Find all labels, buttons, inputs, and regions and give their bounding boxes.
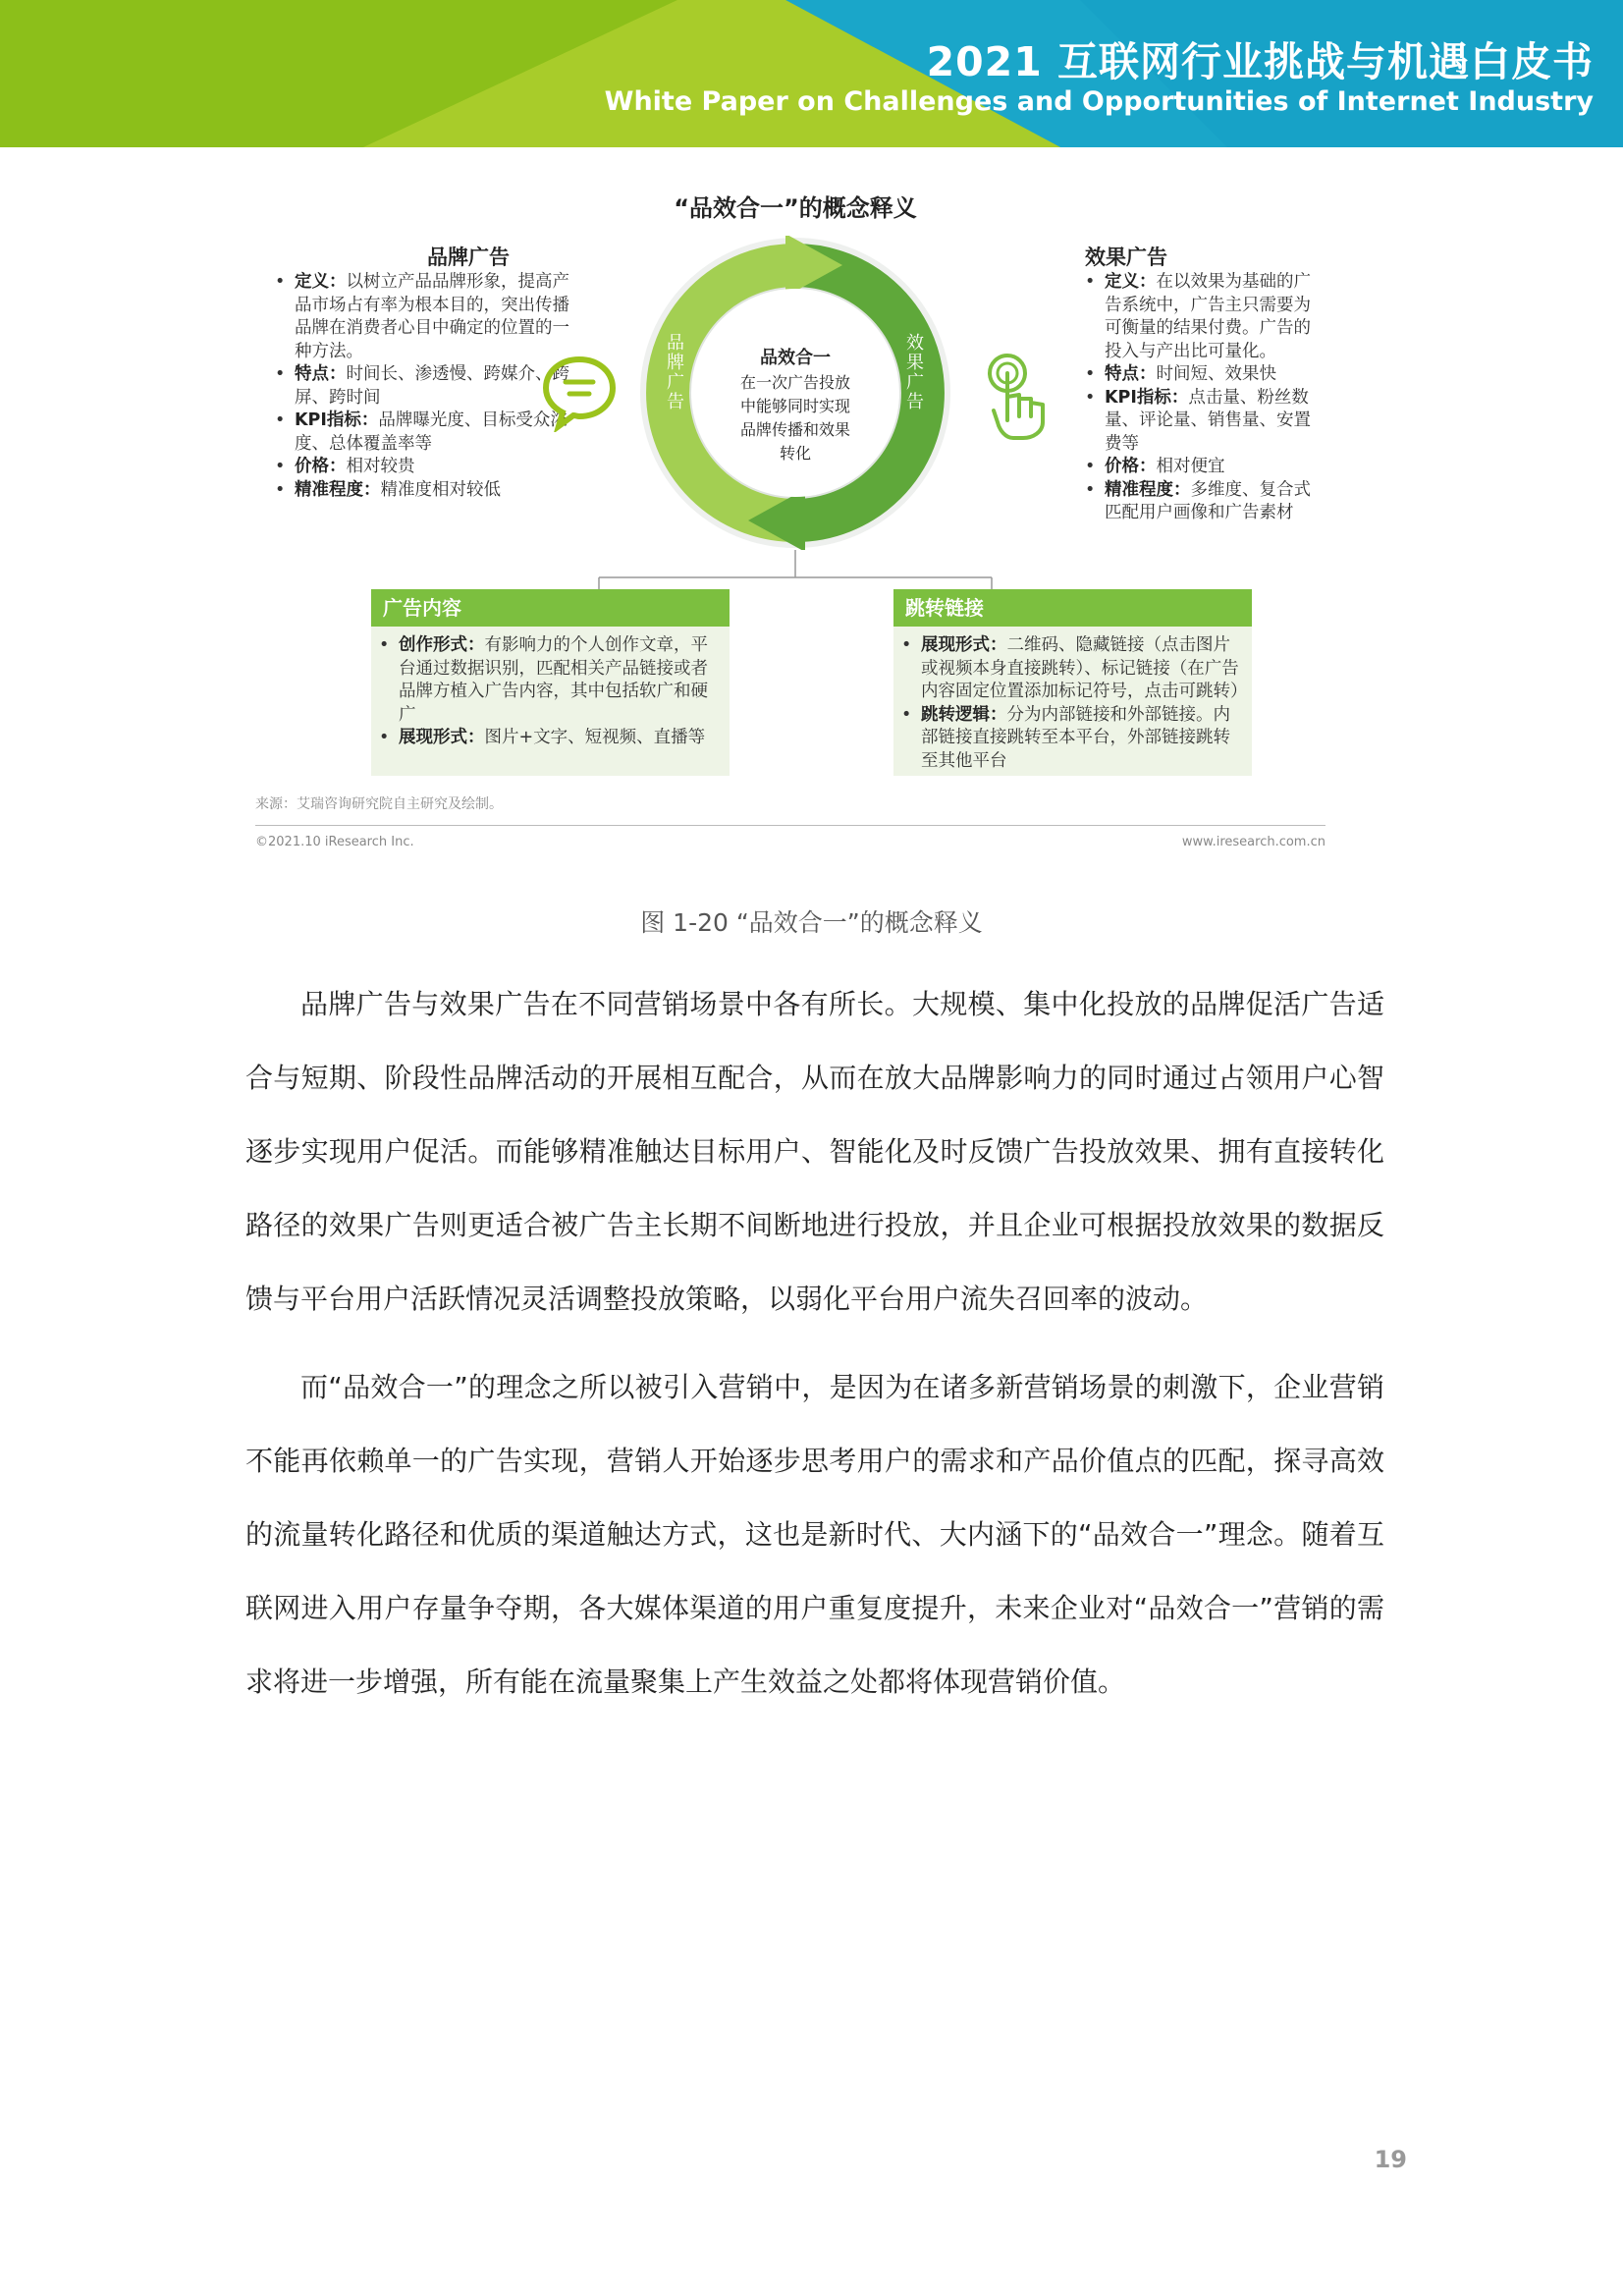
item-label: 展现形式： bbox=[921, 635, 1007, 655]
paragraph: 品牌广告与效果广告在不同营销场景中各有所长。大规模、集中化投放的品牌促活广告适合与短期、阶段性品牌活动的开展相互配合，从而在放大品牌影响力的同时通过占领用户心智逐步实现用户促活。而能够精准触达目标用户、智能化及时反馈广告投放效果、拥有直接转化路径的效果广告则更适合被广告主长期不间断地进行投放，并且企业可根据投放效果的数据反馈与平台用户活跃情况灵活调整投放策略，以弱化平台用户流失召回率的波动。 bbox=[245, 988, 1384, 1315]
figure-source: 来源：艾瑞咨询研究院自主研究及绘制。 bbox=[255, 796, 503, 812]
list-item bbox=[377, 634, 720, 727]
item-label: 精准程度： bbox=[1105, 479, 1191, 500]
paragraph: 而“品效合一”的理念之所以被引入营销中，是因为在诸多新营销场景的刺激下，企业营销不能再依赖单一的广告实现，营销人开始逐步思考用户的需求和产品价值点的匹配，探寻高效的流量转化路径和优质的渠道触达方式，这也是新时代、大内涵下的“品效合一”理念。随着互联网进入用户存量争夺期，各大媒体渠道的用户重复度提升，未来企业对“品效合一”营销的需求将进一步增强，所有能在流量聚集上产生效益之处都将体现营销价值。 bbox=[245, 1371, 1384, 1698]
item-text: 多维度、复合式匹配用户画像和广告素材 bbox=[1105, 479, 1311, 522]
item-text: 分为内部链接和外部链接。内部链接直接跳转至本平台，外部链接跳转至其他平台 bbox=[921, 704, 1230, 771]
figure-caption: 图 1-20 “品效合一”的概念释义 bbox=[640, 908, 983, 937]
item-text: 点击量、粉丝数量、评论量、销售量、安置费等 bbox=[1105, 387, 1311, 454]
item-label: 定义： bbox=[295, 272, 347, 292]
item-text: 有影响力的个人创作文章，平台通过数据识别，匹配相关产品链接或者品牌方植入广告内容，其中包括软广和硬广 bbox=[399, 635, 708, 725]
item-label: 展现形式： bbox=[399, 728, 485, 747]
item-label: 跳转逻辑： bbox=[921, 704, 1007, 725]
list-item bbox=[899, 704, 1242, 774]
item-text: 时间短、效果快 bbox=[1156, 364, 1276, 384]
performance-ad-heading: 效果广告 bbox=[1085, 246, 1167, 269]
item-text: 品牌曝光度、目标受众浓度、总体覆盖率等 bbox=[295, 410, 568, 454]
item-label: KPI指标： bbox=[295, 410, 379, 430]
body-text bbox=[245, 967, 1384, 1719]
list-item bbox=[899, 634, 1248, 704]
concept-figure bbox=[245, 177, 1375, 864]
header-title: 2021 互联网行业挑战与机遇白皮书 bbox=[926, 38, 1594, 85]
item-text: 精准度相对较低 bbox=[380, 479, 501, 500]
item-text: 以树立产品品牌形象，提高产品市场占有率为根本目的，突出传播品牌在消费者心目中确定的位置的一种方法。 bbox=[295, 272, 569, 361]
item-text: 时间长、渗透慢、跨媒介、跨屏、跨时间 bbox=[295, 364, 569, 408]
ad-content-heading: 广告内容 bbox=[371, 589, 730, 627]
brand-ad-heading: 品牌广告 bbox=[427, 246, 510, 269]
item-label: 定义： bbox=[1105, 272, 1157, 292]
center-title: 品效合一 bbox=[760, 348, 831, 368]
jump-link-list bbox=[899, 634, 1248, 773]
figure-copyright: ©2021.10 iResearch Inc. bbox=[255, 835, 414, 849]
jump-link-box bbox=[893, 589, 1252, 776]
item-text: 相对便宜 bbox=[1156, 457, 1225, 476]
item-text: 相对较贵 bbox=[346, 457, 415, 476]
item-label: KPI指标： bbox=[1105, 387, 1189, 408]
item-text: 在以效果为基础的广告系统中，广告主只需要为可衡量的结果付费。广告的投入与产出比可量化。 bbox=[1105, 272, 1311, 361]
item-label: 价格： bbox=[295, 457, 347, 476]
figure-title: “品效合一”的概念释义 bbox=[674, 194, 917, 222]
item-label: 精准程度： bbox=[295, 479, 381, 500]
item-label: 价格： bbox=[1105, 457, 1157, 476]
page-header bbox=[0, 0, 1623, 147]
arc-right-label: 效果广告 bbox=[906, 333, 924, 412]
ad-content-list bbox=[377, 634, 720, 750]
item-text: 图片+文字、短视频、直播等 bbox=[484, 728, 706, 747]
figure-website: www.iresearch.com.cn bbox=[1181, 835, 1325, 849]
center-text: 在一次广告投放中能够同时实现品牌传播和效果转化 bbox=[739, 373, 850, 463]
list-item bbox=[377, 727, 720, 750]
figure-divider bbox=[255, 825, 1325, 826]
arc-left-label: 品牌广告 bbox=[667, 333, 684, 412]
item-text: 二维码、隐藏链接（点击图片或视频本身直接跳转）、标记链接（在广告内容固定位置添加标记符号，点击可跳转） bbox=[921, 635, 1248, 701]
jump-link-heading: 跳转链接 bbox=[893, 589, 1252, 627]
item-label: 创作形式： bbox=[399, 635, 485, 655]
item-label: 特点： bbox=[1105, 364, 1157, 384]
page-number: 19 bbox=[1374, 2146, 1407, 2173]
item-label: 特点： bbox=[295, 364, 347, 384]
ad-content-box bbox=[371, 589, 730, 776]
header-subtitle: White Paper on Challenges and Opportunities of Internet Industry bbox=[604, 86, 1594, 117]
